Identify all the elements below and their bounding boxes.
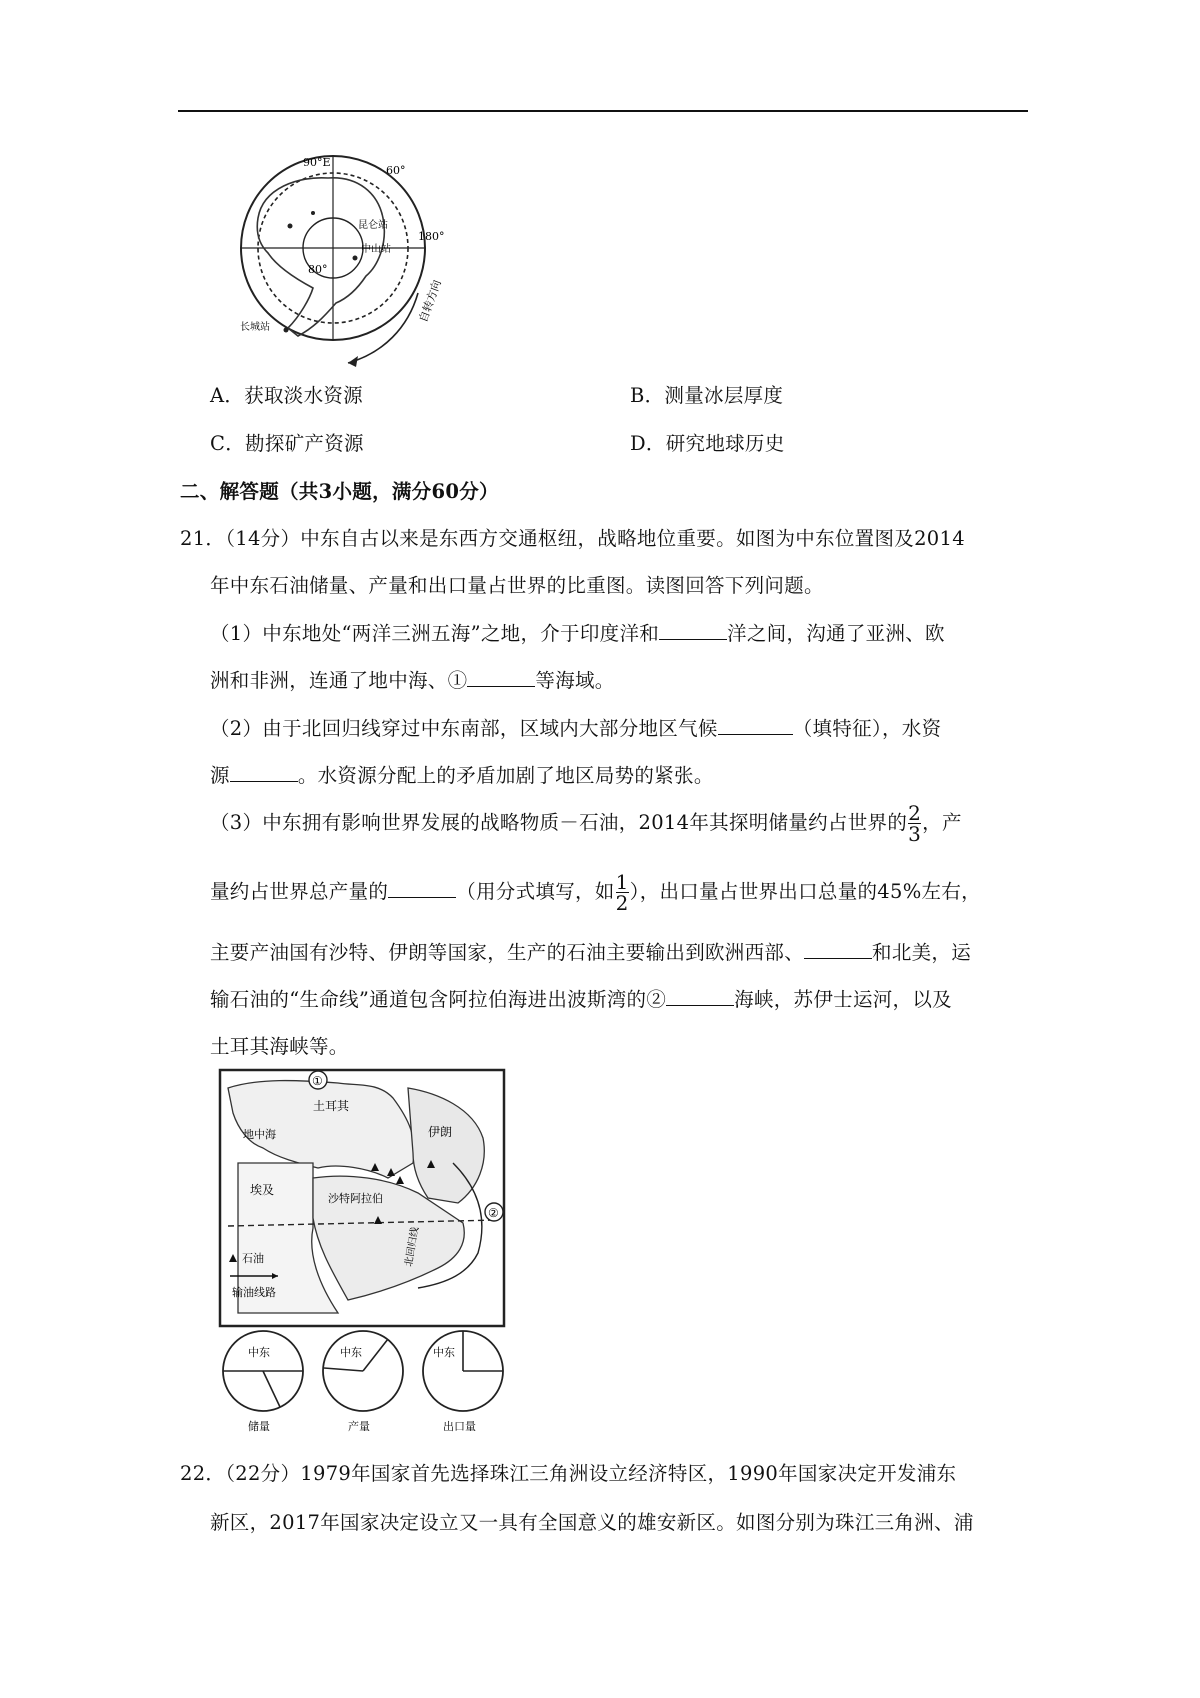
- pie-label-reserves: 中东: [248, 1346, 270, 1359]
- rotation-label: 自转方向: [416, 278, 444, 325]
- label-mediterranean: 地中海: [243, 1128, 276, 1141]
- q21-p2-text-a: （2）由于北回归线穿过中东南部，区域内大部分地区气候: [210, 717, 718, 740]
- legend-oil-label: 石油: [242, 1252, 264, 1265]
- q21-p1-text-d: 等海域。: [535, 669, 615, 692]
- q21-p3-text-i: 海峡，苏伊士运河，以及: [734, 988, 952, 1011]
- label-turkey: 土耳其: [313, 1099, 350, 1113]
- q21-part1-line1: [210, 618, 945, 646]
- q21-p1-text-a: （1）中东地处“两洋三洲五海”之地，介于印度洋和: [210, 622, 660, 645]
- header-rule: [178, 110, 1028, 112]
- q21-p3-text-d: （用分式填写，如: [456, 880, 615, 903]
- pie-label-production: 中东: [340, 1346, 362, 1359]
- q21-part3-line5: 土耳其海峡等。: [210, 1035, 349, 1058]
- q21-part2-line1: [210, 713, 941, 741]
- q21-p2-text-b: （填特征），水资: [792, 717, 942, 740]
- section-heading: 二、解答题（共3小题，满分60分）: [180, 480, 499, 503]
- answer-blank-water[interactable]: [230, 761, 298, 782]
- option-c: C．勘探矿产资源: [210, 432, 364, 455]
- q21-p1-text-c: 洲和非洲，连通了地中海、①: [210, 669, 468, 692]
- station-label-zhongshan: 中山站: [361, 244, 391, 255]
- option-a: A．获取淡水资源: [210, 384, 363, 407]
- label-iran: 伊朗: [428, 1125, 453, 1139]
- q21-part2-line2: [210, 760, 714, 788]
- q21-p2-text-d: 。水资源分配上的矛盾加剧了地区局势的紧张。: [297, 764, 714, 787]
- q21-part3-line1: [210, 803, 962, 844]
- station-label-changcheng: 长城站: [240, 322, 270, 333]
- q21-p3-text-e: ），出口量占世界出口总量的45%左右，: [629, 880, 981, 903]
- q21-p3-text-b: ，产: [922, 811, 962, 834]
- q21-p3-text-g: 和北美，运: [872, 941, 972, 964]
- q21-intro-line2: 年中东石油储量、产量和出口量占世界的比重图。读图回答下列问题。: [210, 574, 824, 597]
- q21-p2-text-c: 源: [210, 764, 230, 787]
- station-label-kunlun: 昆仑站: [358, 220, 388, 231]
- lat-80-label: 80°: [308, 263, 328, 276]
- q21-part3-line4: [210, 984, 952, 1012]
- legend-route-label: 输油线路: [232, 1286, 276, 1299]
- middle-east-map: [218, 1068, 508, 1330]
- q21-part3-line3: [210, 937, 971, 965]
- q22-line1: 22．（22分）1979年国家首先选择珠江三角洲设立经济特区，1990年国家决定开发浦东: [180, 1462, 957, 1485]
- q22-line2: 新区，2017年国家决定设立又一具有全国意义的雄安新区。如图分别为珠江三角洲、浦: [210, 1511, 974, 1534]
- pie-chart-export: [418, 1326, 508, 1436]
- answer-blank-production[interactable]: [388, 877, 456, 898]
- q21-p3-text-h: 输石油的“生命线”通道包含阿拉伯海进出波斯湾的②: [210, 988, 667, 1011]
- q21-p1-text-b: 洋之间，沟通了亚洲、欧: [727, 622, 945, 645]
- antarctic-map: [218, 148, 458, 380]
- option-d: D．研究地球历史: [630, 432, 785, 455]
- lon-180-label: 180°: [418, 230, 445, 243]
- pie-caption-export: 出口量: [443, 1420, 476, 1433]
- q21-p3-text-a: （3）中东拥有影响世界发展的战略物质－石油，2014年其探明储量约占世界的: [210, 811, 908, 834]
- answer-blank-region[interactable]: [804, 938, 872, 959]
- pie-chart-reserves: [218, 1326, 308, 1436]
- pie-label-export: 中东: [433, 1346, 455, 1359]
- answer-blank-strait[interactable]: [666, 985, 734, 1006]
- answer-blank-ocean[interactable]: [659, 619, 727, 640]
- tropic-label: 北回归线: [403, 1226, 422, 1268]
- q21-p3-text-f: 主要产油国有沙特、伊朗等国家，生产的石油主要输出到欧洲西部、: [210, 941, 805, 964]
- pie-caption-production: 产量: [348, 1420, 370, 1433]
- lat-90-label: 90°E: [303, 156, 331, 169]
- label-egypt: 埃及: [250, 1183, 275, 1197]
- answer-blank-climate[interactable]: [718, 714, 793, 735]
- label-saudi: 沙特阿拉伯: [328, 1192, 383, 1205]
- fraction-one-half: $\frac{1}{2}$: [615, 870, 629, 915]
- pie-chart-production: [318, 1326, 408, 1436]
- q21-intro-line1: 21．（14分）中东自古以来是东西方交通枢纽，战略地位重要。如图为中东位置图及2014: [180, 527, 965, 550]
- pie-caption-reserves: 储量: [248, 1420, 270, 1433]
- q21-p3-text-c: 量约占世界总产量的: [210, 880, 389, 903]
- lat-60-label: 60°: [386, 164, 406, 177]
- marker-1: ①: [312, 1074, 323, 1088]
- q21-part1-line2: [210, 665, 615, 693]
- answer-blank-sea1[interactable]: [467, 666, 535, 687]
- q21-part3-line2: [210, 872, 981, 913]
- option-b: B．测量冰层厚度: [630, 384, 784, 407]
- fraction-two-thirds: $\frac{2}{3}$: [908, 801, 922, 846]
- marker-2: ②: [488, 1206, 499, 1220]
